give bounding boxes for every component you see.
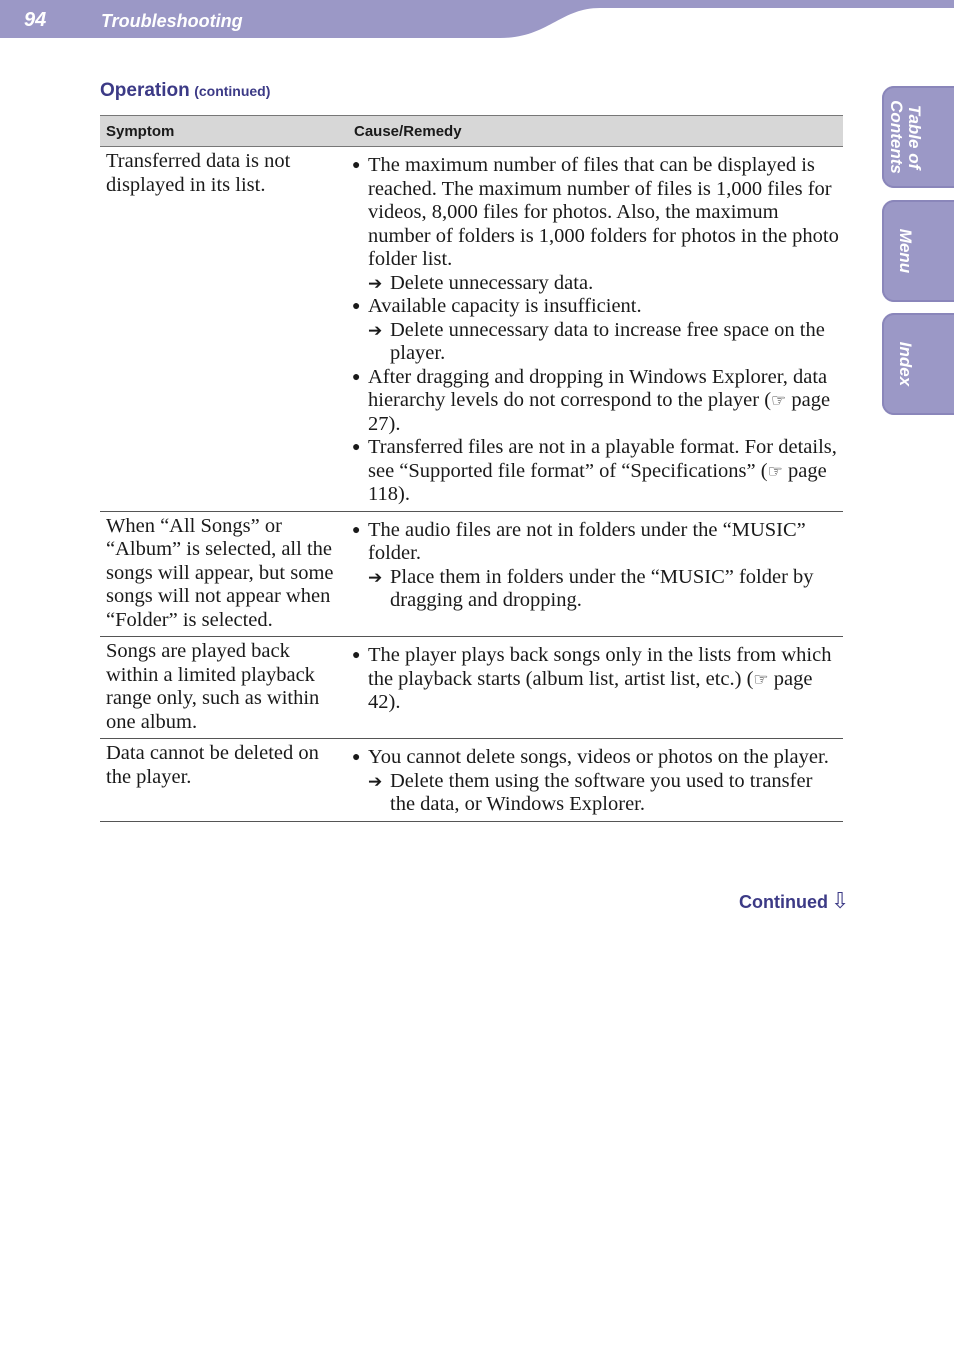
cause-item <box>352 154 841 272</box>
cause-text: The audio files are not in folders under the “MUSIC” folder. <box>368 518 806 564</box>
symptom-cell: Songs are played back within a limited playback range only, such as within one album. <box>100 637 344 739</box>
bullet-icon: ● <box>352 648 361 663</box>
bullet-icon: ● <box>352 440 361 455</box>
tab-index-label: Index <box>896 341 915 387</box>
cause-item <box>352 366 841 437</box>
table-row <box>100 637 843 739</box>
remedy-item <box>352 770 841 817</box>
cause-cell <box>344 637 843 739</box>
header-bar <box>0 0 954 42</box>
page-reference-link[interactable]: page 42). <box>368 667 813 713</box>
table-row <box>100 739 843 822</box>
tab-table-of-contents-label: Table of Contents <box>887 100 924 174</box>
header-symptom: Symptom <box>100 116 344 147</box>
symptom-cell: When “All Songs” or “Album” is selected, all the songs will appear, but some songs will not appear when “Folder” is selected. <box>100 511 344 637</box>
page-reference-link[interactable]: page 27). <box>368 389 831 435</box>
page-reference-link[interactable]: page 118). <box>368 459 827 505</box>
page-number: 94 <box>24 9 47 31</box>
symptom-cell: Transferred data is not displayed in its list. <box>100 147 344 512</box>
cause-text: The player plays back songs only in the lists from which the playback starts (album list, artist list, etc.) ( <box>368 644 832 690</box>
troubleshooting-table <box>100 115 843 822</box>
pointing-hand-icon: ☞ <box>771 391 787 410</box>
cause-text: You cannot delete songs, videos or photos on the player. <box>368 746 829 768</box>
cause-text: Transferred files are not in a playable format. For details, see “Supported file format” of “Specifications” ( <box>368 436 837 482</box>
symptom-cell: Data cannot be deleted on the player. <box>100 739 344 822</box>
cause-cell <box>344 739 843 822</box>
bullet-icon: ● <box>352 299 361 314</box>
header-cause-remedy: Cause/Remedy <box>344 116 843 147</box>
pointing-hand-icon: ☞ <box>753 669 769 689</box>
arrow-down-icon: ⇩ <box>830 888 850 913</box>
remedy-text: Delete unnecessary data to increase free space on the player. <box>390 318 825 364</box>
arrow-right-icon: ➔ <box>368 567 383 587</box>
cause-item <box>352 519 841 566</box>
remedy-item <box>352 272 841 296</box>
remedy-text: Delete them using the software you used to transfer the data, or Windows Explorer. <box>390 769 813 815</box>
remedy-item <box>352 319 841 366</box>
bullet-icon: ● <box>352 750 361 765</box>
cause-item <box>352 436 841 507</box>
arrow-right-icon: ➔ <box>368 771 383 791</box>
arrow-right-icon: ➔ <box>368 273 383 293</box>
cause-cell <box>344 511 843 637</box>
bullet-icon: ● <box>352 369 361 385</box>
cause-text: The maximum number of files that can be displayed is reached. The maximum number of files is 1,000 files for videos, 8,000 files for photos. Also, the maximum number of folders is 1,000 folders for photos in the photo folder list. <box>368 154 839 270</box>
cause-text: After dragging and dropping in Windows Explorer, data hierarchy levels do not correspond to the player ( <box>368 365 828 411</box>
cause-item <box>352 295 841 319</box>
cause-item <box>352 746 841 770</box>
table-row <box>100 147 843 512</box>
table-row <box>100 511 843 637</box>
tab-table-of-contents[interactable] <box>882 86 954 188</box>
remedy-text: Delete unnecessary data. <box>390 271 594 294</box>
tab-menu-label: Menu <box>896 228 915 274</box>
arrow-right-icon: ➔ <box>368 320 383 340</box>
bullet-icon: ● <box>352 158 361 173</box>
cause-item <box>352 644 841 715</box>
section-name: Troubleshooting <box>101 11 243 31</box>
tab-menu[interactable] <box>882 200 954 302</box>
tab-index[interactable] <box>882 313 954 415</box>
table-header-row <box>100 116 843 147</box>
bullet-icon: ● <box>352 522 361 538</box>
cause-cell <box>344 147 843 512</box>
section-title <box>100 80 270 102</box>
cause-text: Available capacity is insufficient. <box>368 295 642 317</box>
pointing-hand-icon: ☞ <box>767 461 783 481</box>
remedy-text: Place them in folders under the “MUSIC” folder by dragging and dropping. <box>390 565 814 611</box>
section-title-main: Operation <box>100 80 190 101</box>
continued-label: Continued <box>739 892 828 912</box>
section-title-sub: (continued) <box>194 83 271 99</box>
remedy-item <box>352 566 841 613</box>
continued-link[interactable] <box>739 888 849 914</box>
